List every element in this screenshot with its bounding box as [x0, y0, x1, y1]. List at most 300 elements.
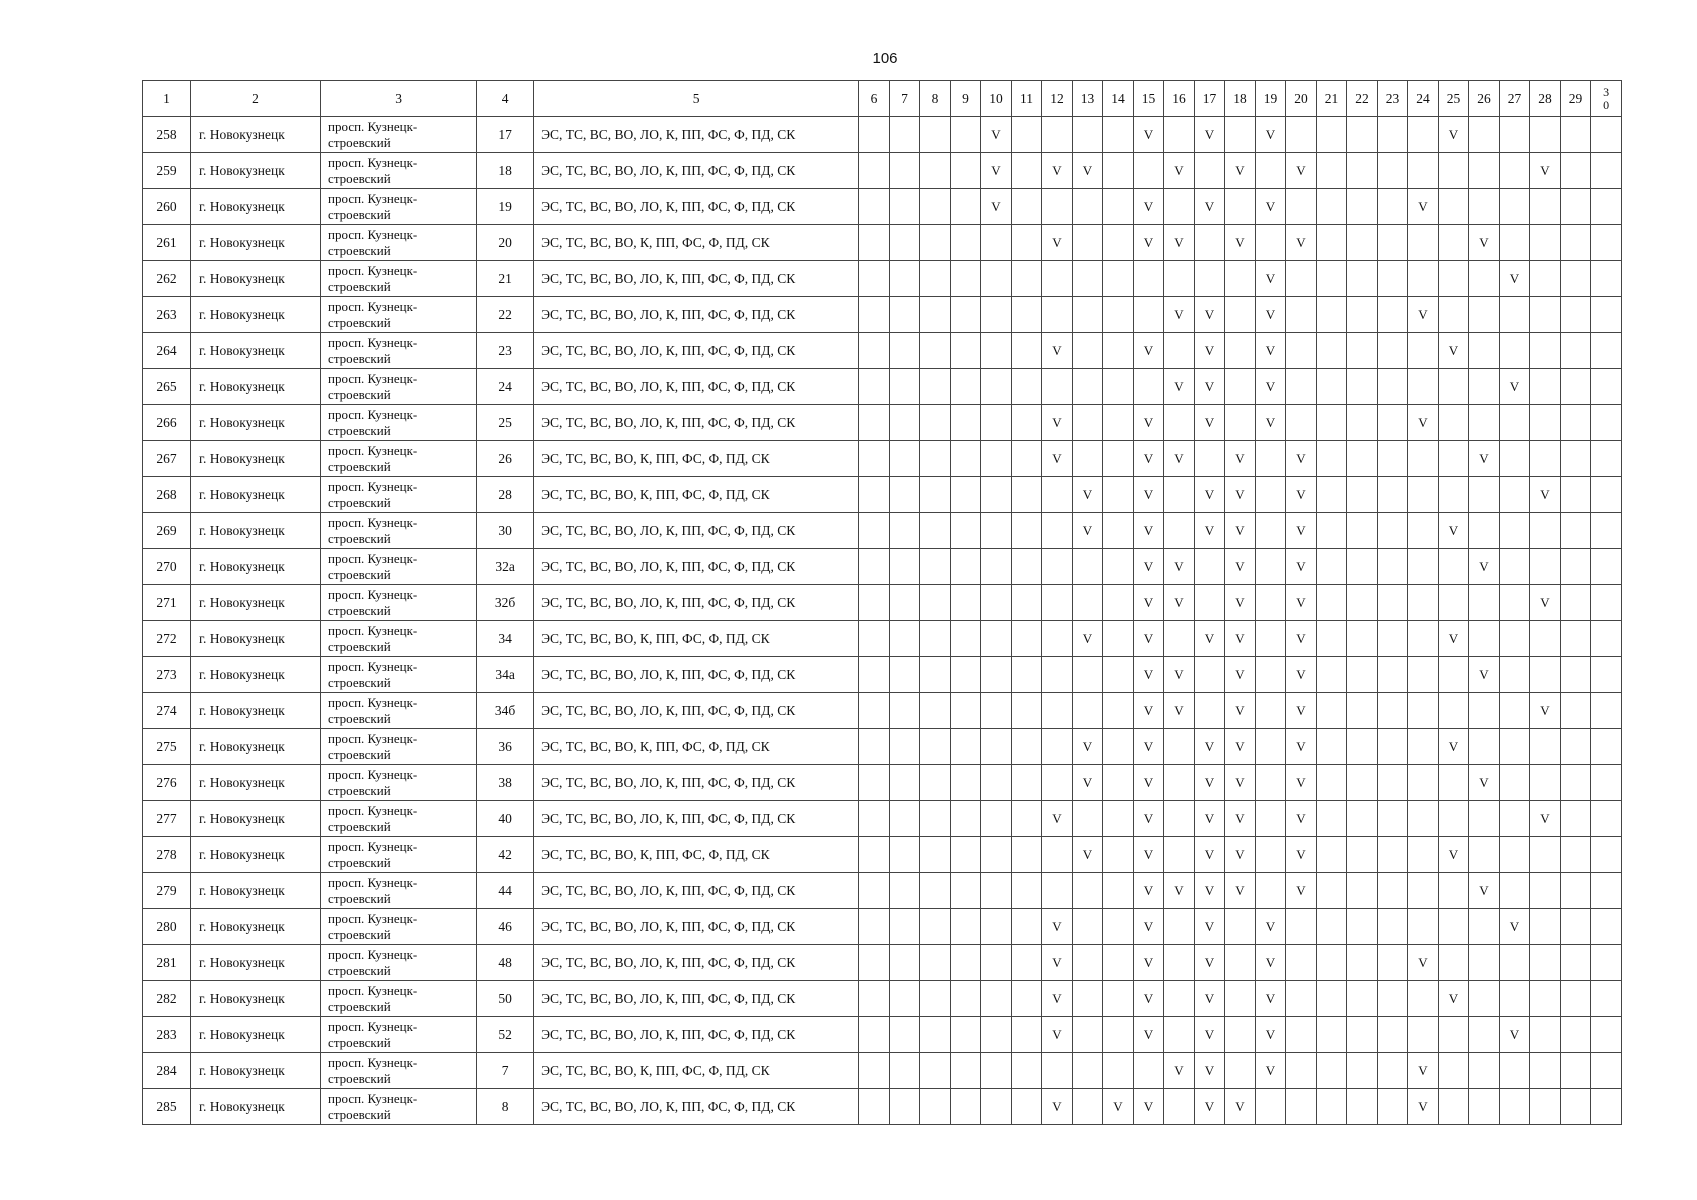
mark-cell-col-6 — [859, 693, 890, 729]
mark-cell-col-22 — [1347, 261, 1378, 297]
mark-cell-col-23 — [1377, 333, 1408, 369]
mark-cell-col-9 — [950, 549, 981, 585]
mark-cell-col-16 — [1164, 333, 1195, 369]
mark-cell-col-18 — [1225, 981, 1256, 1017]
mark-cell-col-22 — [1347, 117, 1378, 153]
mark-cell-col-24 — [1408, 1017, 1439, 1053]
row-number-cell: 284 — [143, 1053, 191, 1089]
mark-cell-col-25 — [1438, 1053, 1469, 1089]
mark-cell-col-14 — [1103, 405, 1134, 441]
services-cell: ЭС, ТС, ВС, ВО, К, ПП, ФС, Ф, ПД, СК — [534, 729, 859, 765]
mark-cell-col-21 — [1316, 441, 1347, 477]
mark-cell-col-8 — [920, 369, 951, 405]
check-mark: V — [1204, 414, 1215, 430]
mark-cell-col-12 — [1042, 513, 1073, 549]
mark-cell-col-10 — [981, 873, 1012, 909]
mark-cell-col-17 — [1194, 873, 1225, 909]
mark-cell-col-6 — [859, 1017, 890, 1053]
mark-cell-col-25 — [1438, 585, 1469, 621]
mark-cell-col-19 — [1255, 837, 1286, 873]
check-mark: V — [1509, 918, 1520, 934]
mark-cell-col-22 — [1347, 693, 1378, 729]
mark-cell-col-12 — [1042, 225, 1073, 261]
mark-cell-col-30 — [1591, 153, 1622, 189]
mark-cell-col-13 — [1072, 225, 1103, 261]
check-mark: V — [1174, 558, 1184, 574]
mark-cell-col-15 — [1133, 621, 1164, 657]
mark-cell-col-10 — [981, 657, 1012, 693]
mark-cell-col-27 — [1499, 945, 1530, 981]
mark-cell-col-20 — [1286, 873, 1317, 909]
mark-cell-col-6 — [859, 585, 890, 621]
mark-cell-col-11 — [1011, 369, 1042, 405]
mark-cell-col-14 — [1103, 765, 1134, 801]
check-mark: V — [1204, 306, 1215, 322]
mark-cell-col-10 — [981, 261, 1012, 297]
mark-cell-col-27 — [1499, 585, 1530, 621]
check-mark: V — [1052, 162, 1062, 178]
check-mark: V — [1204, 1026, 1215, 1042]
city-cell: г. Новокузнецк — [191, 1017, 321, 1053]
city-cell: г. Новокузнецк — [191, 189, 321, 225]
mark-cell-col-22 — [1347, 585, 1378, 621]
mark-cell-col-14 — [1103, 657, 1134, 693]
mark-cell-col-29 — [1560, 693, 1591, 729]
mark-cell-col-20 — [1286, 765, 1317, 801]
mark-cell-col-16 — [1164, 369, 1195, 405]
row-number-cell: 275 — [143, 729, 191, 765]
mark-cell-col-24 — [1408, 729, 1439, 765]
mark-cell-col-6 — [859, 189, 890, 225]
mark-cell-col-11 — [1011, 729, 1042, 765]
mark-cell-col-9 — [950, 1017, 981, 1053]
table-row — [143, 945, 1622, 981]
mark-cell-col-26 — [1469, 621, 1500, 657]
mark-cell-col-13 — [1072, 333, 1103, 369]
mark-cell-col-28 — [1530, 837, 1561, 873]
check-mark: V — [1296, 594, 1306, 610]
mark-cell-col-19 — [1255, 369, 1286, 405]
mark-cell-col-8 — [920, 225, 951, 261]
mark-cell-col-17 — [1194, 477, 1225, 513]
mark-cell-col-28 — [1530, 333, 1561, 369]
services-cell: ЭС, ТС, ВС, ВО, ЛО, К, ПП, ФС, Ф, ПД, СК — [534, 333, 859, 369]
mark-cell-col-6 — [859, 549, 890, 585]
mark-cell-col-7 — [889, 801, 920, 837]
mark-cell-col-12 — [1042, 441, 1073, 477]
row-number-cell: 258 — [143, 117, 191, 153]
mark-cell-col-20 — [1286, 837, 1317, 873]
mark-cell-col-8 — [920, 513, 951, 549]
mark-cell-col-17 — [1194, 1017, 1225, 1053]
mark-cell-col-22 — [1347, 765, 1378, 801]
mark-cell-col-13 — [1072, 657, 1103, 693]
check-mark: V — [1235, 162, 1245, 178]
check-mark: V — [1052, 1098, 1062, 1114]
mark-cell-col-16 — [1164, 1053, 1195, 1089]
row-number-cell: 272 — [143, 621, 191, 657]
check-mark: V — [1143, 450, 1154, 466]
mark-cell-col-29 — [1560, 117, 1591, 153]
mark-cell-col-21 — [1316, 729, 1347, 765]
check-mark: V — [1204, 1062, 1215, 1078]
mark-cell-col-22 — [1347, 801, 1378, 837]
mark-cell-col-25 — [1438, 441, 1469, 477]
mark-cell-col-21 — [1316, 405, 1347, 441]
check-mark: V — [1235, 774, 1245, 790]
check-mark: V — [1143, 882, 1154, 898]
mark-cell-col-15 — [1133, 117, 1164, 153]
mark-cell-col-22 — [1347, 549, 1378, 585]
city-cell: г. Новокузнецк — [191, 333, 321, 369]
row-number-cell: 277 — [143, 801, 191, 837]
mark-cell-col-15 — [1133, 693, 1164, 729]
mark-cell-col-19 — [1255, 585, 1286, 621]
mark-cell-col-26 — [1469, 693, 1500, 729]
mark-cell-col-23 — [1377, 297, 1408, 333]
mark-cell-col-23 — [1377, 153, 1408, 189]
mark-cell-col-20 — [1286, 945, 1317, 981]
mark-cell-col-28 — [1530, 225, 1561, 261]
city-cell: г. Новокузнецк — [191, 981, 321, 1017]
check-mark: V — [1265, 414, 1276, 430]
mark-cell-col-27 — [1499, 729, 1530, 765]
check-mark: V — [1204, 846, 1215, 862]
mark-cell-col-22 — [1347, 873, 1378, 909]
mark-cell-col-6 — [859, 153, 890, 189]
table-row — [143, 765, 1622, 801]
mark-cell-col-8 — [920, 261, 951, 297]
mark-cell-col-24 — [1408, 801, 1439, 837]
mark-cell-col-7 — [889, 873, 920, 909]
mark-cell-col-12 — [1042, 117, 1073, 153]
street-cell: просп. Кузнецк-строевский — [321, 765, 477, 801]
house-number-cell: 20 — [477, 225, 534, 261]
mark-cell-col-20 — [1286, 909, 1317, 945]
mark-cell-col-26 — [1469, 117, 1500, 153]
check-mark: V — [1113, 1098, 1123, 1114]
mark-cell-col-20 — [1286, 621, 1317, 657]
mark-cell-col-10 — [981, 585, 1012, 621]
row-number-cell: 268 — [143, 477, 191, 513]
mark-cell-col-9 — [950, 693, 981, 729]
check-mark: V — [991, 198, 1001, 214]
mark-cell-col-8 — [920, 405, 951, 441]
check-mark: V — [1296, 450, 1306, 466]
mark-cell-col-15 — [1133, 189, 1164, 225]
mark-cell-col-23 — [1377, 1089, 1408, 1125]
mark-cell-col-27 — [1499, 189, 1530, 225]
mark-cell-col-17 — [1194, 297, 1225, 333]
mark-cell-col-11 — [1011, 261, 1042, 297]
mark-cell-col-26 — [1469, 729, 1500, 765]
mark-cell-col-23 — [1377, 909, 1408, 945]
mark-cell-col-28 — [1530, 693, 1561, 729]
mark-cell-col-9 — [950, 477, 981, 513]
mark-cell-col-11 — [1011, 981, 1042, 1017]
mark-cell-col-13 — [1072, 1053, 1103, 1089]
mark-cell-col-14 — [1103, 441, 1134, 477]
mark-cell-col-25 — [1438, 189, 1469, 225]
mark-cell-col-8 — [920, 297, 951, 333]
mark-cell-col-8 — [920, 117, 951, 153]
mark-cell-col-26 — [1469, 1017, 1500, 1053]
mark-cell-col-9 — [950, 1089, 981, 1125]
mark-cell-col-29 — [1560, 549, 1591, 585]
mark-cell-col-8 — [920, 333, 951, 369]
check-mark: V — [1052, 342, 1062, 358]
mark-cell-col-8 — [920, 837, 951, 873]
mark-cell-col-21 — [1316, 189, 1347, 225]
services-cell: ЭС, ТС, ВС, ВО, ЛО, К, ПП, ФС, Ф, ПД, СК — [534, 405, 859, 441]
mark-cell-col-17 — [1194, 909, 1225, 945]
table-row — [143, 621, 1622, 657]
services-cell: ЭС, ТС, ВС, ВО, ЛО, К, ПП, ФС, Ф, ПД, СК — [534, 657, 859, 693]
mark-cell-col-18 — [1225, 189, 1256, 225]
mark-cell-col-18 — [1225, 621, 1256, 657]
street-cell: просп. Кузнецк-строевский — [321, 909, 477, 945]
check-mark: V — [1235, 882, 1245, 898]
check-mark: V — [1235, 738, 1245, 754]
mark-cell-col-19 — [1255, 405, 1286, 441]
mark-cell-col-12 — [1042, 333, 1073, 369]
mark-cell-col-17 — [1194, 945, 1225, 981]
street-cell: просп. Кузнецк-строевский — [321, 801, 477, 837]
mark-cell-col-18 — [1225, 513, 1256, 549]
mark-cell-col-20 — [1286, 693, 1317, 729]
check-mark: V — [1082, 738, 1093, 754]
mark-cell-col-11 — [1011, 405, 1042, 441]
mark-cell-col-29 — [1560, 1089, 1591, 1125]
mark-cell-col-6 — [859, 1089, 890, 1125]
mark-cell-col-6 — [859, 513, 890, 549]
check-mark: V — [1418, 306, 1428, 322]
mark-cell-col-17 — [1194, 225, 1225, 261]
check-mark: V — [1143, 738, 1154, 754]
table-row — [143, 801, 1622, 837]
mark-cell-col-26 — [1469, 225, 1500, 261]
mark-cell-col-29 — [1560, 297, 1591, 333]
mark-cell-col-24 — [1408, 441, 1439, 477]
mark-cell-col-29 — [1560, 333, 1591, 369]
mark-cell-col-24 — [1408, 225, 1439, 261]
street-cell: просп. Кузнецк-строевский — [321, 657, 477, 693]
check-mark: V — [1235, 558, 1245, 574]
table-row — [143, 441, 1622, 477]
mark-cell-col-27 — [1499, 117, 1530, 153]
check-mark: V — [1204, 1098, 1215, 1114]
column-number-18: 18 — [1225, 81, 1256, 117]
mark-cell-col-7 — [889, 657, 920, 693]
mark-cell-col-14 — [1103, 837, 1134, 873]
mark-cell-col-28 — [1530, 657, 1561, 693]
mark-cell-col-16 — [1164, 549, 1195, 585]
mark-cell-col-13 — [1072, 405, 1103, 441]
check-mark: V — [1052, 810, 1062, 826]
mark-cell-col-18 — [1225, 801, 1256, 837]
mark-cell-col-25 — [1438, 549, 1469, 585]
mark-cell-col-20 — [1286, 117, 1317, 153]
mark-cell-col-18 — [1225, 261, 1256, 297]
check-mark: V — [1143, 990, 1154, 1006]
check-mark: V — [1265, 342, 1276, 358]
table-row — [143, 297, 1622, 333]
mark-cell-col-28 — [1530, 765, 1561, 801]
check-mark: V — [1235, 702, 1245, 718]
city-cell: г. Новокузнецк — [191, 1053, 321, 1089]
column-number-29: 29 — [1560, 81, 1591, 117]
row-number-cell: 280 — [143, 909, 191, 945]
mark-cell-col-23 — [1377, 405, 1408, 441]
column-number-14: 14 — [1103, 81, 1134, 117]
column-number-15: 15 — [1133, 81, 1164, 117]
mark-cell-col-28 — [1530, 1017, 1561, 1053]
mark-cell-col-15 — [1133, 729, 1164, 765]
check-mark: V — [1204, 126, 1215, 142]
mark-cell-col-9 — [950, 801, 981, 837]
mark-cell-col-20 — [1286, 369, 1317, 405]
mark-cell-col-7 — [889, 621, 920, 657]
mark-cell-col-8 — [920, 1017, 951, 1053]
mark-cell-col-28 — [1530, 477, 1561, 513]
city-cell: г. Новокузнецк — [191, 117, 321, 153]
check-mark: V — [1082, 486, 1093, 502]
mark-cell-col-18 — [1225, 693, 1256, 729]
mark-cell-col-9 — [950, 513, 981, 549]
city-cell: г. Новокузнецк — [191, 909, 321, 945]
street-cell: просп. Кузнецк-строевский — [321, 297, 477, 333]
mark-cell-col-7 — [889, 945, 920, 981]
mark-cell-col-25 — [1438, 945, 1469, 981]
mark-cell-col-10 — [981, 333, 1012, 369]
row-number-cell: 282 — [143, 981, 191, 1017]
mark-cell-col-28 — [1530, 549, 1561, 585]
mark-cell-col-16 — [1164, 585, 1195, 621]
mark-cell-col-18 — [1225, 585, 1256, 621]
mark-cell-col-17 — [1194, 405, 1225, 441]
services-cell: ЭС, ТС, ВС, ВО, ЛО, К, ПП, ФС, Ф, ПД, СК — [534, 873, 859, 909]
mark-cell-col-21 — [1316, 765, 1347, 801]
check-mark: V — [1540, 162, 1550, 178]
mark-cell-col-19 — [1255, 621, 1286, 657]
mark-cell-col-22 — [1347, 369, 1378, 405]
mark-cell-col-10 — [981, 549, 1012, 585]
mark-cell-col-7 — [889, 333, 920, 369]
check-mark: V — [1174, 450, 1184, 466]
check-mark: V — [1143, 630, 1154, 646]
mark-cell-col-22 — [1347, 297, 1378, 333]
city-cell: г. Новокузнецк — [191, 549, 321, 585]
mark-cell-col-18 — [1225, 441, 1256, 477]
check-mark: V — [1052, 234, 1062, 250]
check-mark: V — [1448, 126, 1459, 142]
mark-cell-col-28 — [1530, 261, 1561, 297]
check-mark: V — [1143, 234, 1154, 250]
street-cell: просп. Кузнецк-строевский — [321, 333, 477, 369]
mark-cell-col-14 — [1103, 297, 1134, 333]
column-number-8: 8 — [920, 81, 951, 117]
mark-cell-col-10 — [981, 729, 1012, 765]
mark-cell-col-27 — [1499, 549, 1530, 585]
mark-cell-col-6 — [859, 117, 890, 153]
mark-cell-col-16 — [1164, 261, 1195, 297]
house-number-cell: 44 — [477, 873, 534, 909]
mark-cell-col-9 — [950, 1053, 981, 1089]
mark-cell-col-15 — [1133, 585, 1164, 621]
mark-cell-col-26 — [1469, 297, 1500, 333]
mark-cell-col-24 — [1408, 513, 1439, 549]
mark-cell-col-28 — [1530, 153, 1561, 189]
mark-cell-col-18 — [1225, 837, 1256, 873]
services-cell: ЭС, ТС, ВС, ВО, К, ПП, ФС, Ф, ПД, СК — [534, 1053, 859, 1089]
mark-cell-col-23 — [1377, 261, 1408, 297]
mark-cell-col-28 — [1530, 189, 1561, 225]
mark-cell-col-9 — [950, 621, 981, 657]
mark-cell-col-14 — [1103, 225, 1134, 261]
mark-cell-col-26 — [1469, 801, 1500, 837]
mark-cell-col-13 — [1072, 909, 1103, 945]
mark-cell-col-19 — [1255, 513, 1286, 549]
mark-cell-col-10 — [981, 1017, 1012, 1053]
mark-cell-col-30 — [1591, 369, 1622, 405]
house-number-cell: 40 — [477, 801, 534, 837]
row-number-cell: 261 — [143, 225, 191, 261]
mark-cell-col-30 — [1591, 837, 1622, 873]
mark-cell-col-11 — [1011, 333, 1042, 369]
mark-cell-col-8 — [920, 189, 951, 225]
mark-cell-col-15 — [1133, 261, 1164, 297]
house-number-cell: 7 — [477, 1053, 534, 1089]
table-row — [143, 117, 1622, 153]
mark-cell-col-14 — [1103, 261, 1134, 297]
mark-cell-col-28 — [1530, 585, 1561, 621]
mark-cell-col-30 — [1591, 513, 1622, 549]
mark-cell-col-19 — [1255, 261, 1286, 297]
mark-cell-col-24 — [1408, 369, 1439, 405]
services-cell: ЭС, ТС, ВС, ВО, ЛО, К, ПП, ФС, Ф, ПД, СК — [534, 1089, 859, 1125]
mark-cell-col-22 — [1347, 657, 1378, 693]
column-number-19: 19 — [1255, 81, 1286, 117]
check-mark: V — [1082, 162, 1093, 178]
mark-cell-col-23 — [1377, 369, 1408, 405]
mark-cell-col-16 — [1164, 621, 1195, 657]
mark-cell-col-30 — [1591, 621, 1622, 657]
mark-cell-col-25 — [1438, 837, 1469, 873]
check-mark: V — [1174, 234, 1184, 250]
mark-cell-col-27 — [1499, 657, 1530, 693]
mark-cell-col-7 — [889, 369, 920, 405]
row-number-cell: 283 — [143, 1017, 191, 1053]
services-cell: ЭС, ТС, ВС, ВО, ЛО, К, ПП, ФС, Ф, ПД, СК — [534, 261, 859, 297]
mark-cell-col-11 — [1011, 513, 1042, 549]
row-number-cell: 276 — [143, 765, 191, 801]
mark-cell-col-7 — [889, 909, 920, 945]
mark-cell-col-23 — [1377, 1053, 1408, 1089]
mark-cell-col-21 — [1316, 693, 1347, 729]
city-cell: г. Новокузнецк — [191, 1089, 321, 1125]
mark-cell-col-16 — [1164, 297, 1195, 333]
mark-cell-col-16 — [1164, 729, 1195, 765]
house-number-cell: 17 — [477, 117, 534, 153]
mark-cell-col-24 — [1408, 693, 1439, 729]
mark-cell-col-28 — [1530, 1089, 1561, 1125]
check-mark: V — [1448, 522, 1459, 538]
mark-cell-col-22 — [1347, 189, 1378, 225]
mark-cell-col-30 — [1591, 549, 1622, 585]
mark-cell-col-9 — [950, 981, 981, 1017]
check-mark: V — [1235, 522, 1245, 538]
mark-cell-col-12 — [1042, 297, 1073, 333]
